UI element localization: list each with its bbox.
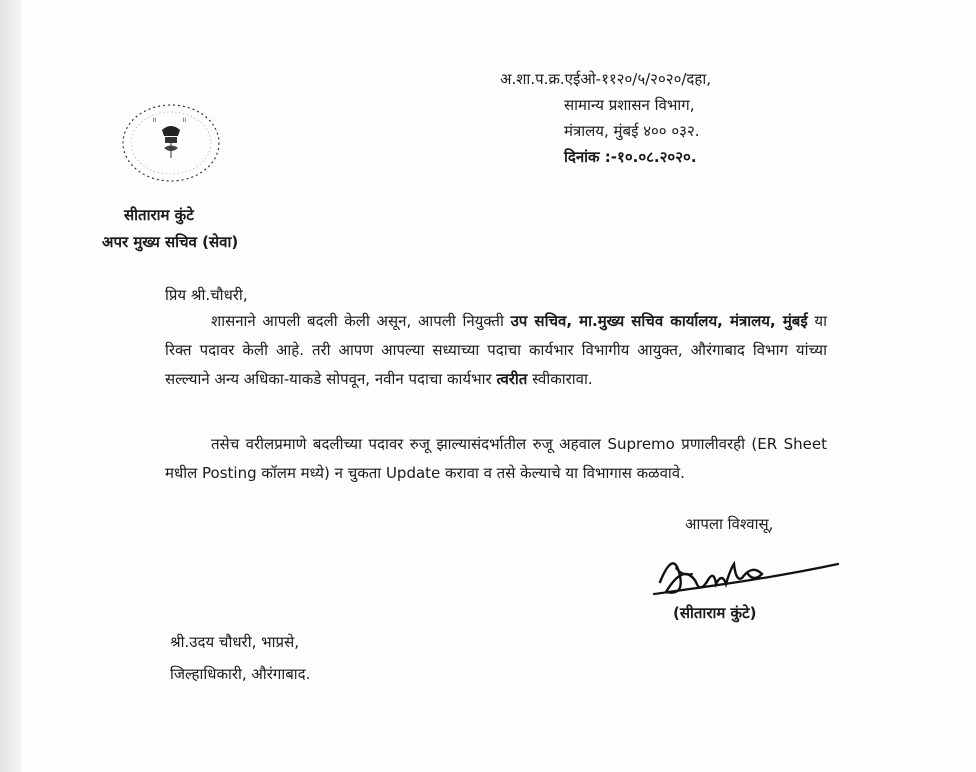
posting-designation: उप सचिव, मा.मुख्य सचिव कार्यालय, मंत्रालय, मुंबई — [510, 312, 808, 330]
paragraph-one-text-b: या रिक्त पदावर केली आहे. तरी आपण आपल्या सध्याच्या पदाचा कार्यभार विभागीय आयुक्त, औरंगाबाद विभाग यांच्या सल्ल्याने अन्य अधिका-याकडे सोपवून, नवीन पदाचा कार्यभार — [165, 312, 828, 388]
address-line: मंत्रालय, मुंबई ४०० ०३२. — [564, 122, 700, 140]
date-line: दिनांक :-१०.०८.२०२०. — [564, 148, 697, 166]
page-edge — [0, 0, 22, 772]
recipient-office: जिल्हाधिकारी, औरंगाबाद. — [170, 665, 311, 683]
sender-name: सीताराम कुंटे — [124, 206, 194, 224]
reference-block — [500, 66, 711, 170]
government-emblem-icon — [118, 100, 224, 186]
closing-line: आपला विश्वासू, — [685, 515, 774, 533]
department-line: सामान्य प्रशासन विभाग, — [564, 96, 695, 114]
paragraph-two — [165, 430, 827, 488]
paragraph-two-text: तसेच वरीलप्रमाणे बदलीच्या पदावर रुजू झाल्यासंदर्भातील रुजू अहवाल Supremo प्रणालीवरही (ER Sheet मधील Posting कॉलम मध्ये) न चुकता Update करावा व तसे केल्याचे या विभागास कळवावे. — [165, 435, 827, 482]
paragraph-one-text-c: स्वीकारावा. — [532, 370, 593, 388]
paragraph-one — [165, 307, 827, 394]
handwritten-signature-icon — [652, 538, 842, 602]
svg-text:॥: ॥ — [182, 116, 187, 124]
paragraph-one-text-a: शासनाने आपली बदली केली असून, आपली नियुक्ती — [211, 312, 504, 330]
urgency-word: त्वरीत — [496, 370, 528, 388]
signatory-name: (सीताराम कुंटे) — [673, 604, 757, 622]
svg-text:॥: ॥ — [152, 116, 157, 124]
salutation: प्रिय श्री.चौधरी, — [165, 286, 248, 304]
reference-number: अ.शा.प.क्र.एईओ-११२०/५/२०२०/दहा, — [500, 70, 712, 88]
sender-designation: अपर मुख्य सचिव (सेवा) — [102, 233, 239, 251]
recipient-name: श्री.उदय चौधरी, भाप्रसे, — [170, 633, 299, 651]
